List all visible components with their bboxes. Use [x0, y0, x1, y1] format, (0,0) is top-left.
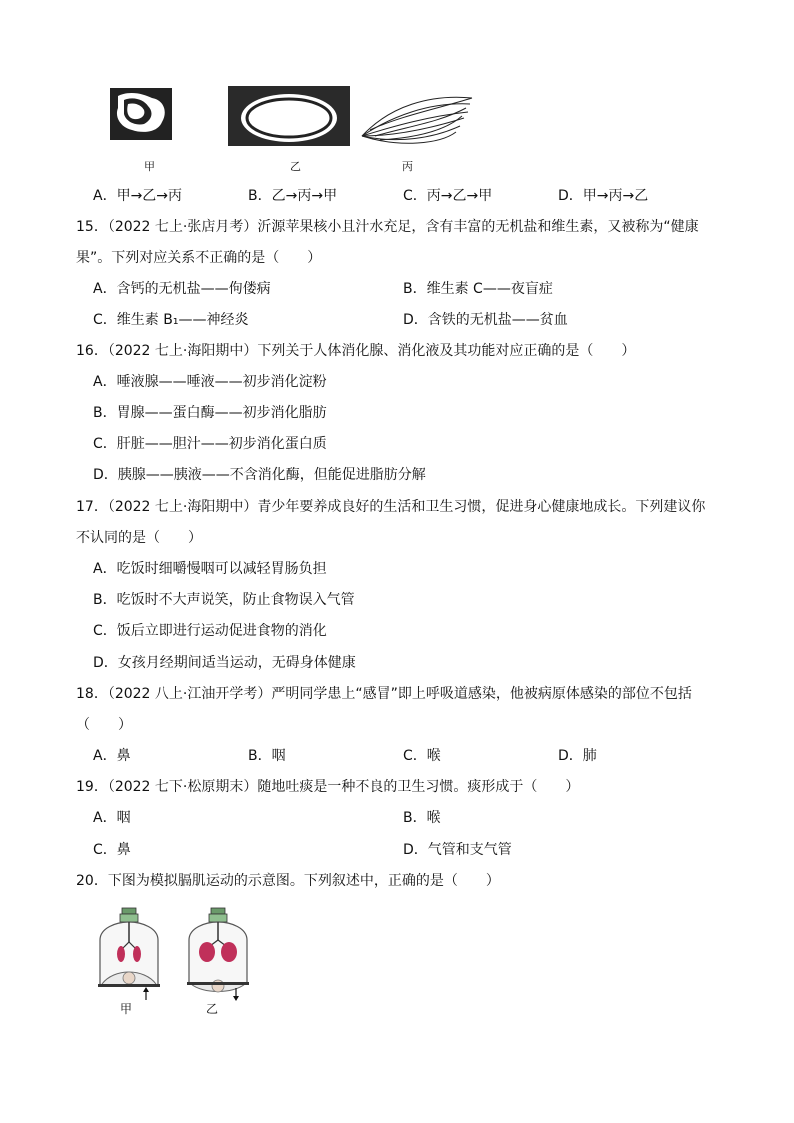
q19-option-c: C．鼻: [93, 842, 131, 858]
q17-stem-line1: 17．（2022 七上·海阳期中）青少年要养成良好的生活和卫生习惯，促进身心健康地成长。下列建议你: [76, 499, 706, 515]
diaphragm-model-figure: [96, 906, 276, 1016]
q18-option-d: D．肺: [558, 748, 597, 764]
bell-jar-jia: [98, 908, 160, 1000]
q18-option-b: B．咽: [248, 748, 286, 764]
q16-option-b: B．胃腺——蛋白酶——初步消化脂肪: [93, 405, 327, 421]
q16-option-d: D．胰腺——胰液——不含消化酶，但能促进脂肪分解: [93, 467, 426, 483]
q19-option-a: A．咽: [93, 810, 131, 826]
q19-option-d: D．气管和支气管: [403, 842, 512, 858]
q14-option-c: C．丙→乙→甲: [403, 188, 493, 204]
q19-option-b: B．喉: [403, 810, 441, 826]
tissue-figure: [100, 86, 480, 176]
figure-jia-sketch: [110, 88, 172, 140]
q20-stem-line1: 20．下图为模拟膈肌运动的示意图。下列叙述中，正确的是（ ）: [76, 873, 500, 889]
q18-stem-line2: （ ）: [76, 717, 132, 733]
q15-stem-line1: 15．（2022 七上·张店月考）沂源苹果核小且汁水充足，含有丰富的无机盐和维生素，又被称为“健康: [76, 219, 699, 235]
q15-option-a: A．含钙的无机盐——佝偻病: [93, 281, 271, 297]
q16-option-a: A．唾液腺——唾液——初步消化淀粉: [93, 374, 327, 390]
q17-option-b: B．吃饭时不大声说笑，防止食物误入气管: [93, 592, 355, 608]
figure-label-yi: 乙: [290, 160, 301, 173]
q18-stem-line1: 18．（2022 八上·江油开学考）严明同学患上“感冒”即上呼吸道感染，他被病原体感染的部位不包括: [76, 686, 692, 702]
q15-option-d: D．含铁的无机盐——贫血: [403, 312, 568, 328]
figure-label-jia: 甲: [144, 160, 155, 173]
q14-option-b: B．乙→丙→甲: [248, 188, 338, 204]
q15-stem-line2: 果”。下列对应关系不正确的是（ ）: [76, 250, 322, 266]
q18-option-a: A．鼻: [93, 748, 131, 764]
q17-stem-line2: 不认同的是（ ）: [76, 530, 202, 546]
q14-option-d: D．甲→丙→乙: [558, 188, 649, 204]
bell-jar-yi: [187, 908, 249, 1001]
figure-label-bing: 丙: [402, 160, 413, 173]
q15-option-b: B．维生素 C——夜盲症: [403, 281, 553, 297]
q19-stem-line1: 19．（2022 七下·松原期末）随地吐痰是一种不良的卫生习惯。痰形成于（ ）: [76, 779, 580, 795]
q15-option-c: C．维生素 B₁——神经炎: [93, 312, 249, 328]
diaphragm-label-jia: 甲: [120, 1002, 133, 1016]
q16-stem-line1: 16．（2022 七上·海阳期中）下列关于人体消化腺、消化液及其功能对应正确的是（ ）: [76, 343, 636, 359]
figure-yi-sketch: [228, 86, 350, 146]
q17-option-d: D．女孩月经期间适当运动，无碍身体健康: [93, 655, 356, 671]
q17-option-c: C．饭后立即进行运动促进食物的消化: [93, 623, 327, 639]
q14-option-a: A．甲→乙→丙: [93, 188, 183, 204]
q16-option-c: C．肝脏——胆汁——初步消化蛋白质: [93, 436, 327, 452]
q18-option-c: C．喉: [403, 748, 441, 764]
diaphragm-label-yi: 乙: [206, 1002, 219, 1016]
figure-bing-sketch: [362, 97, 472, 143]
q17-option-a: A．吃饭时细嚼慢咽可以减轻胃肠负担: [93, 561, 327, 577]
